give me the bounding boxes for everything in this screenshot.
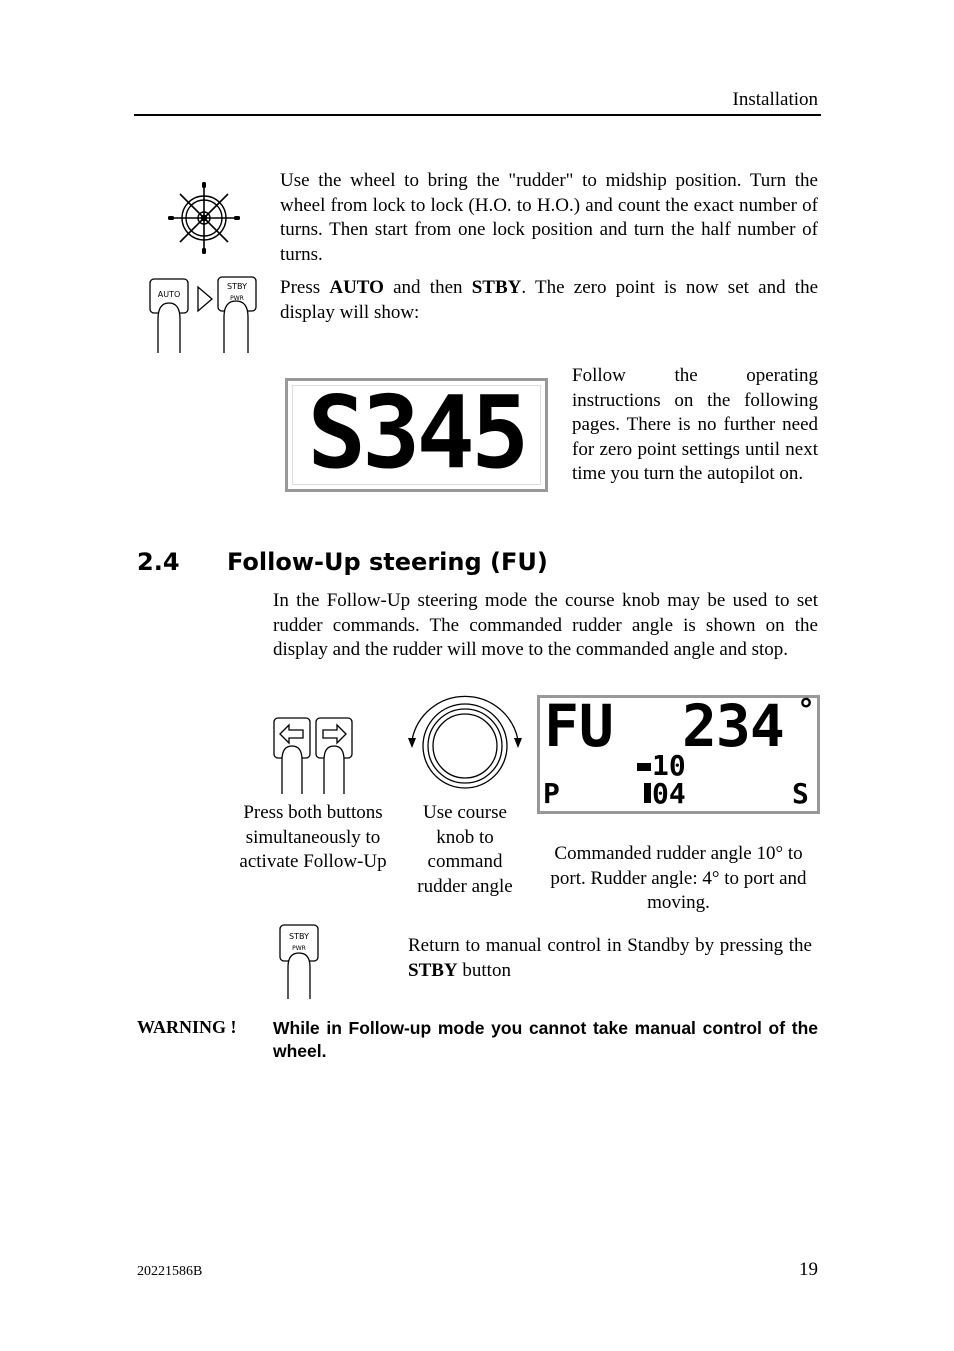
knob-caption: Use course knob to command rudder angle [417,802,513,897]
page-number: 19 [799,1259,818,1280]
s345-display [285,374,548,492]
wheel-instruction: Use the wheel to bring the "rudder" to midship position. Turn the wheel from lock to lock (H.O. to H.O.) and count the exact number of turns. Then start from one lock position and turn the half number of turns. [280,170,818,265]
display-caption: Commanded rudder angle 10° to port. Rudder angle: 4° to port and moving. [550,843,807,913]
fu-heading: 234 [682,692,784,760]
press-middle: and then [383,277,472,298]
auto-button-label: AUTO [157,290,181,299]
standby-key: STBY [408,959,458,981]
header-title: Installation [732,89,818,110]
actual-bar [644,783,651,803]
follow-instructions: Follow the operating instructions on the following pages. There is no further need for zero point settings until next time you turn the autopilot on. [572,365,818,484]
warning-text: While in Follow-up mode you cannot take manual control of the wheel. [273,1018,818,1061]
press-prefix: Press [280,277,330,298]
press-auto-instruction [280,276,818,325]
header-rule [134,114,821,116]
s345-value: 345 [361,374,526,491]
fu-commanded-angle: 10 [652,749,686,782]
section-number: 2.4 [137,548,180,576]
arrow-buttons-illustration [270,714,358,796]
auto-key: AUTO [329,277,384,298]
standby-instruction [408,934,812,983]
fu-starboard: S [792,777,809,810]
fu-degree-symbol: ° [797,693,816,728]
section-title: Follow-Up steering (FU) [227,548,548,576]
standby-prefix: Return to manual control in Standby by pressing the [408,935,812,956]
section-heading [137,548,548,576]
s345-readout [292,374,541,492]
fu-actual-angle: 04 [652,777,686,810]
stby-button-label: STBY [227,282,247,291]
document-code: 20221586B [137,1264,203,1279]
pwr-label: PWR [292,945,306,952]
pwr-button-label: PWR [230,295,244,302]
stby-button-illustration [278,923,322,1001]
ship-wheel-icon [168,182,240,254]
fu-port: P [543,777,560,810]
s345-mode: S [307,374,362,491]
warning-label: WARNING ! [137,1017,237,1037]
standby-suffix: button [457,959,511,981]
fu-mode: FU [544,692,614,760]
buttons-caption: Press both buttons simultaneously to activate Follow-Up [239,802,387,872]
stby-key: STBY [471,277,522,298]
section-body: In the Follow-Up steering mode the course knob may be used to set rudder commands. The commanded rudder angle is shown on the display and the rudder will move to the commanded angle and stop. [273,590,818,660]
course-knob-icon [404,692,524,796]
fu-display [537,692,820,814]
auto-to-stby-buttons-illustration [148,275,260,357]
press-suffix: . The zero point is now set and the display will show: [280,277,818,323]
commanded-bar [637,763,651,771]
stby-label: STBY [289,932,309,941]
